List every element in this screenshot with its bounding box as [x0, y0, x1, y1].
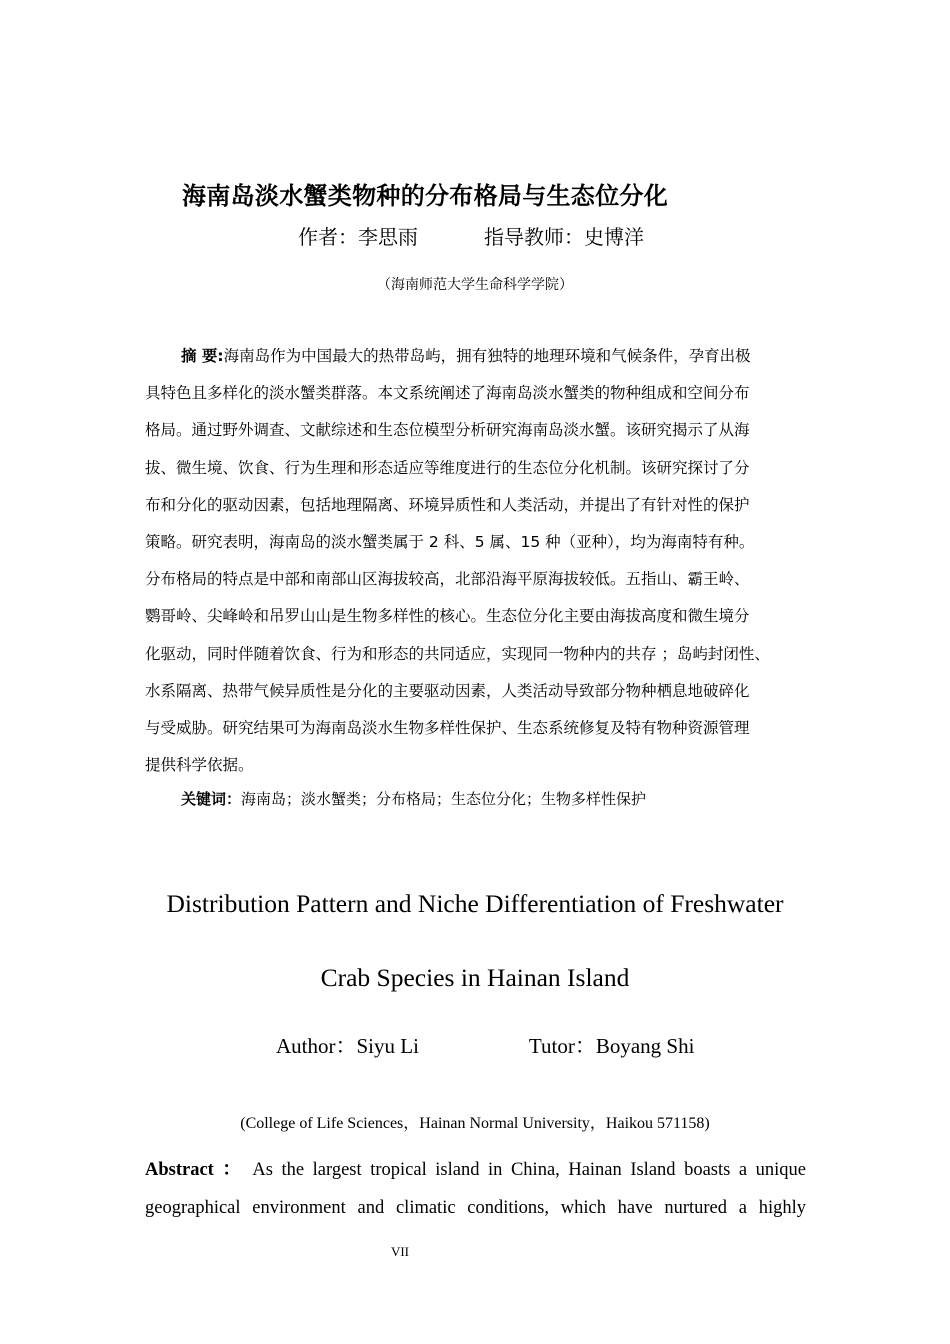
chinese-keywords-text: 海南岛；淡水蟹类；分布格局；生态位分化；生物多样性保护 — [241, 790, 647, 808]
english-author-line — [276, 1030, 694, 1060]
english-tutor: Tutor：Boyang Shi — [528, 1034, 695, 1058]
chinese-abstract-line: 具特色且多样化的淡水蟹类群落。本文系统阐述了海南岛淡水蟹类的物种组成和空间分布 — [145, 384, 750, 403]
chinese-tutor: 指导教师：史博洋 — [484, 225, 644, 249]
chinese-abstract-line: 布和分化的驱动因素，包括地理隔离、环境异质性和人类活动，并提出了有针对性的保护 — [145, 495, 750, 514]
chinese-title: 海南岛淡水蟹类物种的分布格局与生态位分化 — [182, 182, 668, 210]
chinese-abstract-line: 与受威胁。研究结果可为海南岛淡水生物多样性保护、生态系统修复及特有物种资源管理 — [145, 718, 750, 737]
chinese-author: 作者：李思雨 — [298, 225, 418, 249]
chinese-keywords-label: 关键词： — [181, 790, 242, 808]
chinese-abstract-line: 摘 要:海南岛作为中国最大的热带岛屿，拥有独特的地理环境和气候条件，孕育出极 — [181, 347, 751, 365]
chinese-abstract-line: 化驱动，同时伴随着饮食、行为和形态的共同适应，实现同一物种内的共存 ；岛屿封闭性、 — [145, 644, 770, 663]
english-abstract-line: geographical environment and climatic conditions, which have nurtured a highly — [145, 1197, 806, 1218]
chinese-keywords — [181, 788, 646, 809]
chinese-abstract-line: 拔、微生境、饮食、行为生理和形态适应等维度进行的生态位分化机制。该研究探讨了分 — [145, 458, 750, 477]
chinese-abstract-line: 水系隔离、热带气候异质性是分化的主要驱动因素，人类活动导致部分物种栖息地破碎化 — [145, 681, 750, 700]
page-number: VII — [390, 1244, 410, 1259]
english-title-line-2: Crab Species in Hainan Island — [320, 963, 630, 992]
english-affiliation: (College of Life Sciences，Hainan Normal University，Haikou 571158) — [240, 1115, 710, 1132]
chinese-abstract-line: 鹦哥岭、尖峰岭和吊罗山山是生物多样性的核心。生态位分化主要由海拔高度和微生境分 — [145, 607, 750, 626]
english-author: Author：Siyu Li — [276, 1034, 419, 1058]
chinese-abstract — [145, 338, 810, 784]
chinese-abstract-line: 提供科学依据。 — [145, 756, 254, 775]
english-abstract-label: Abstract ： — [145, 1160, 245, 1180]
chinese-abstract-line: 分布格局的特点是中部和南部山区海拔较高，北部沿海平原海拔较低。五指山、霸王岭、 — [145, 570, 750, 589]
english-abstract — [145, 1152, 806, 1227]
chinese-author-line — [298, 221, 644, 250]
english-abstract-line: Abstract ： As the largest tropical island in China, Hainan Island boasts a unique — [145, 1160, 807, 1180]
chinese-abstract-line: 格局。通过野外调查、文献综述和生态位模型分析研究海南岛淡水蟹。该研究揭示了从海 — [145, 421, 750, 440]
chinese-abstract-label: 摘 要: — [181, 347, 224, 365]
english-title-line-1: Distribution Pattern and Niche Differentiation of Freshwater — [166, 889, 784, 918]
chinese-abstract-line: 策略。研究表明，海南岛的淡水蟹类属于 2 科、5 属、15 种（亚种），均为海南特有种。 — [145, 532, 755, 551]
chinese-affiliation: （海南师范大学生命科学学院） — [377, 277, 573, 293]
